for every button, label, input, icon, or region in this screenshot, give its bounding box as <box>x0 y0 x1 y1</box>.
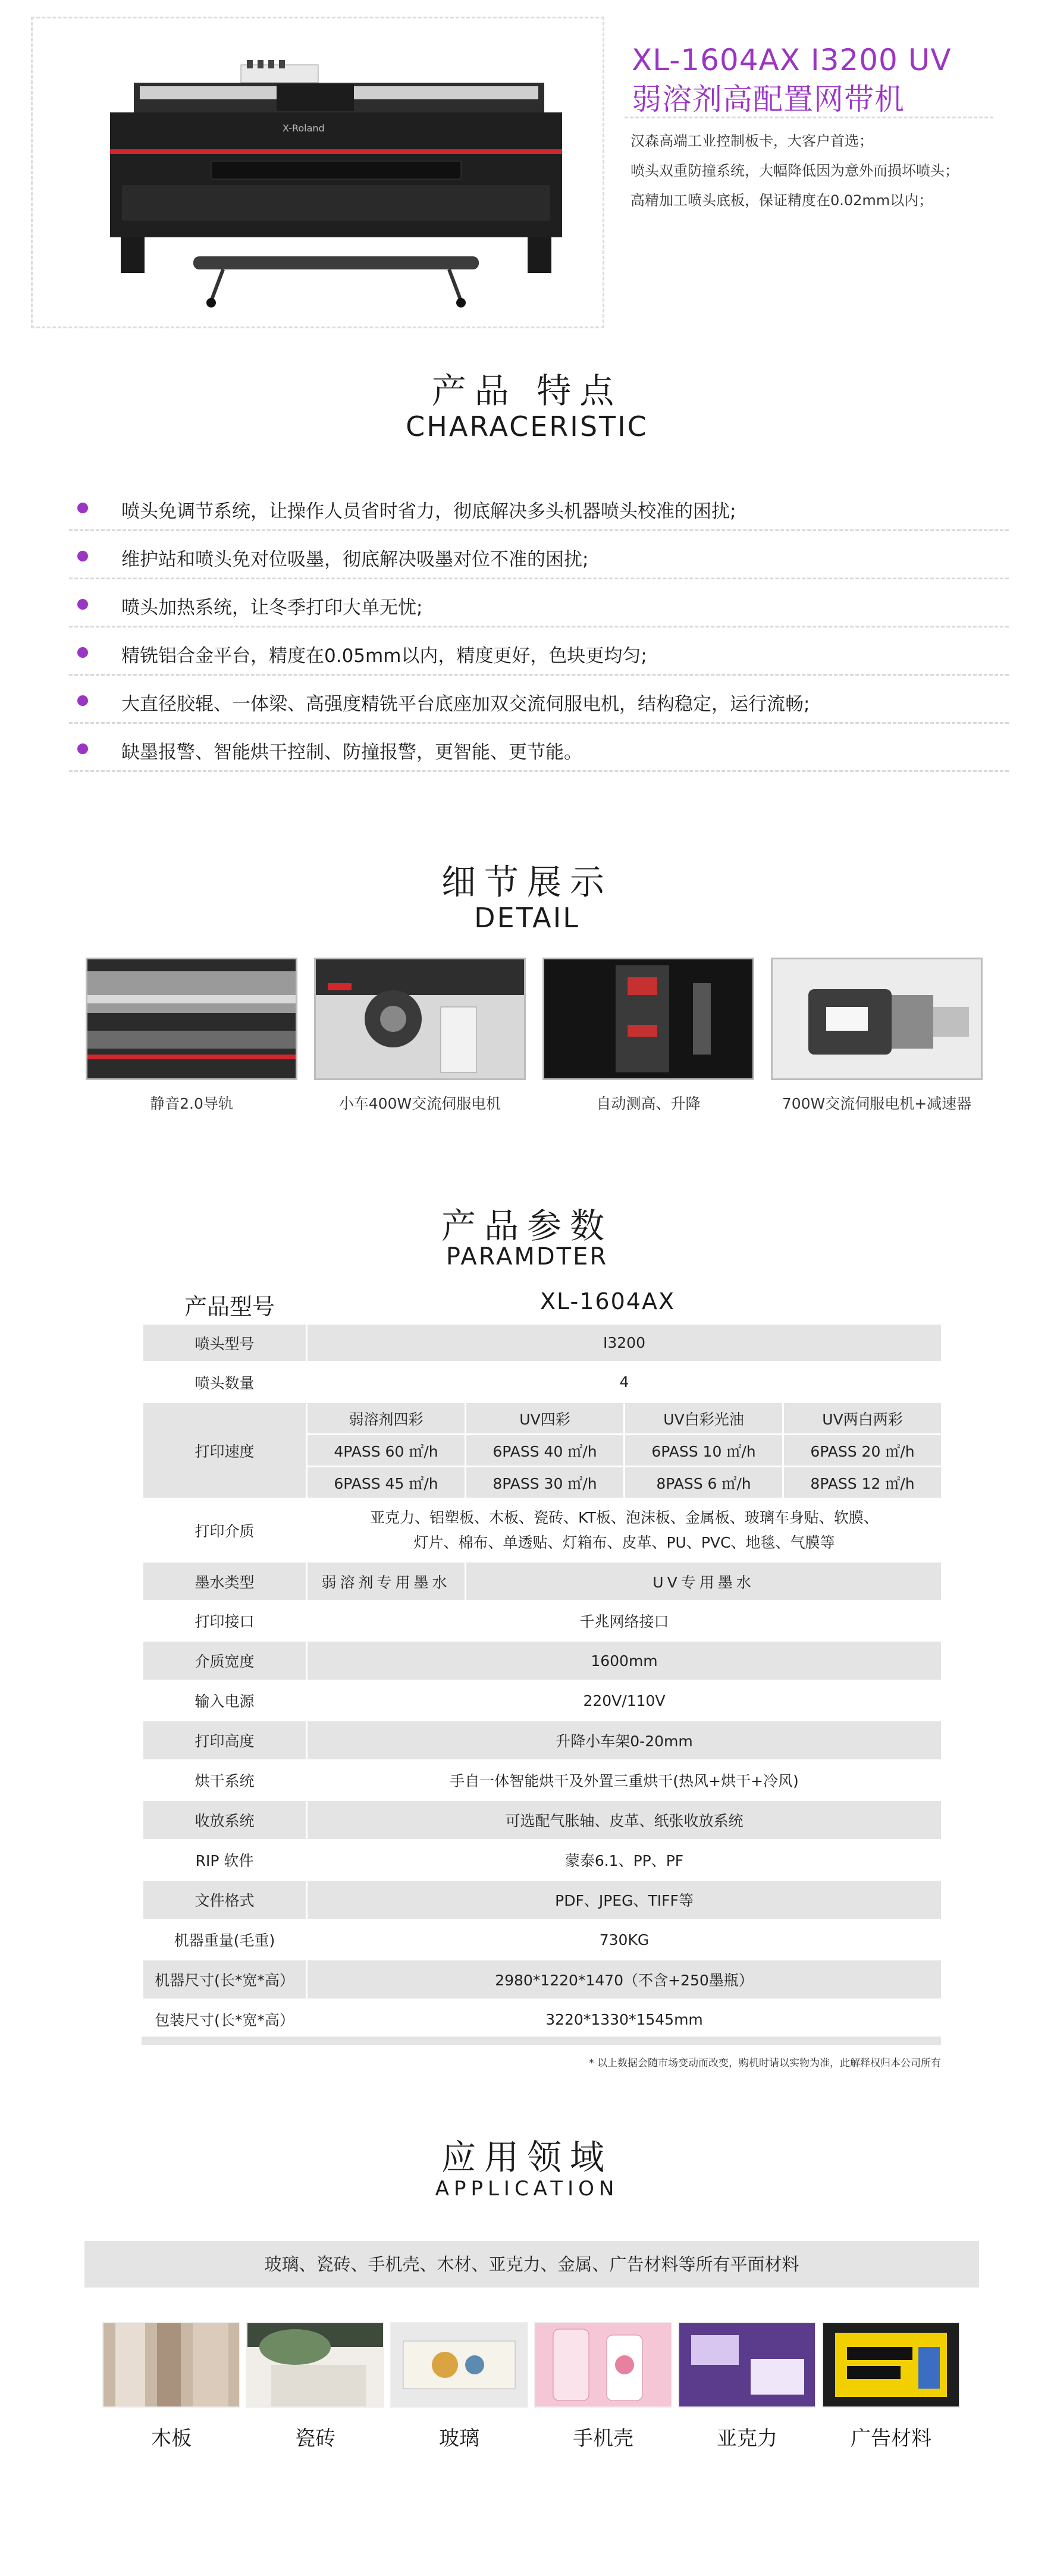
hero-feature: 喷头双重防撞系统，大幅降低因为意外而损坏喷头； <box>630 162 959 179</box>
detail-caption: 自动测高、升降 <box>596 1095 701 1112</box>
table-row <box>143 1681 942 1721</box>
application-caption: 广告材料 <box>851 2427 931 2451</box>
spec-label: 介质宽度 <box>143 1641 307 1681</box>
table-row <box>143 1402 942 1435</box>
spec-value: 升降小车架0-20mm <box>307 1721 942 1761</box>
list-item <box>69 676 1009 724</box>
glass-photo <box>390 2322 528 2408</box>
hero-image-frame <box>31 17 604 328</box>
hero-feature: 汉森高端工业控制板卡，大客户首选； <box>630 133 873 149</box>
product-title <box>632 40 952 119</box>
spec-table <box>142 1323 943 2040</box>
params-title: 产品参数 <box>441 1206 613 1246</box>
footnote: * 以上数据会随市场变动而改变，购机时请以实物为准，此解释权归本公司所有 <box>589 2057 941 2069</box>
list-item <box>69 627 1009 676</box>
spec-label: 墨水类型 <box>143 1562 307 1601</box>
speed-value: 6PASS 20 ㎡/h <box>783 1435 942 1467</box>
spec-label: 喷头型号 <box>143 1324 307 1362</box>
table-row <box>143 1499 942 1562</box>
spec-label: 机器尺寸(长*宽*高） <box>143 1960 307 2000</box>
spec-label: 打印接口 <box>143 1601 307 1641</box>
speed-header: UV四彩 <box>466 1402 625 1435</box>
bullet-icon <box>77 695 88 706</box>
application-caption: 手机壳 <box>573 2427 633 2451</box>
bullet-icon <box>77 647 88 658</box>
table-row <box>143 1562 942 1601</box>
spec-label: 打印速度 <box>143 1402 307 1499</box>
characteristic-text: 精铣铝合金平台，精度在0.05mm以内，精度更好，色块更均匀; <box>121 645 647 667</box>
table-row <box>143 1800 942 1840</box>
spec-label: 打印介质 <box>143 1499 307 1562</box>
application-caption: 亚克力 <box>717 2427 777 2451</box>
detail-caption: 小车400W交流伺服电机 <box>338 1095 501 1112</box>
application-band: 玻璃、瓷砖、手机壳、木材、亚克力、金属、广告材料等所有平面材料 <box>84 2241 979 2288</box>
table-row <box>143 1840 942 1880</box>
spec-value: 蒙泰6.1、PP、PF <box>307 1840 942 1880</box>
application-title: 应用领域 <box>441 2137 613 2177</box>
list-item <box>69 579 1009 627</box>
bullet-icon <box>77 551 88 561</box>
speed-value: 6PASS 45 ㎡/h <box>307 1467 466 1499</box>
spec-value: 弱溶剂专用墨水 <box>307 1562 466 1601</box>
spec-value: 3220*1330*1545mm <box>307 2000 942 2040</box>
printer-image <box>104 60 568 310</box>
table-row <box>143 1601 942 1641</box>
table-row <box>143 1641 942 1681</box>
tile-photo <box>246 2322 384 2408</box>
spec-value: 730KG <box>307 1920 942 1960</box>
spec-label: 包装尺寸(长*宽*高） <box>143 2000 307 2040</box>
guide-rail-photo <box>86 958 297 1080</box>
spec-label: 烘干系统 <box>143 1761 307 1800</box>
spec-value: 可选配气胀轴、皮革、纸张收放系统 <box>307 1800 942 1840</box>
speed-header: UV两白两彩 <box>783 1402 942 1435</box>
spec-value: 千兆网络接口 <box>307 1601 942 1641</box>
hero-feature-list <box>630 126 1011 215</box>
spec-value: 2980*1220*1470（不含+250墨瓶） <box>307 1960 942 2000</box>
bullet-icon <box>77 599 88 610</box>
spec-value: I3200 <box>307 1324 942 1362</box>
spec-label: 文件格式 <box>143 1880 307 1920</box>
list-item <box>69 483 1009 531</box>
phone-case-photo <box>534 2322 672 2408</box>
table-row <box>143 1960 942 2000</box>
characteristic-text: 缺墨报警、智能烘干控制、防撞报警，更智能、更节能。 <box>121 742 582 763</box>
spec-label: 喷头数量 <box>143 1362 307 1402</box>
table-row <box>143 1721 942 1761</box>
spec-label: 收放系统 <box>143 1800 307 1840</box>
spec-value: 手自一体智能烘干及外置三重烘干(热风+烘干+冷风) <box>307 1761 942 1800</box>
servo-reducer-photo <box>771 958 983 1080</box>
spec-label: 机器重量(毛重) <box>143 1920 307 1960</box>
speed-header: 弱溶剂四彩 <box>307 1402 466 1435</box>
spec-value: PDF、JPEG、TIFF等 <box>307 1880 942 1920</box>
characteristic-subtitle: CHARACERISTIC <box>406 410 648 443</box>
spec-value: 220V/110V <box>307 1681 942 1721</box>
auto-height-photo <box>542 958 754 1080</box>
speed-value: 8PASS 12 ㎡/h <box>783 1467 942 1499</box>
detail-subtitle: DETAIL <box>474 902 580 934</box>
characteristic-text: 维护站和喷头免对位吸墨，彻底解决吸墨对位不准的困扰; <box>121 549 589 570</box>
speed-header: UV白彩光油 <box>625 1402 783 1435</box>
model-value: XL-1604AX <box>540 1288 675 1314</box>
table-row <box>143 1324 942 1362</box>
characteristic-title: 产品 特点 <box>431 371 623 411</box>
application-caption: 瓷砖 <box>295 2427 335 2451</box>
speed-value: 6PASS 10 ㎡/h <box>625 1435 783 1467</box>
advertising-material-photo <box>822 2322 960 2408</box>
table-row <box>143 1362 942 1402</box>
bullet-icon <box>77 743 88 754</box>
bullet-icon <box>77 503 88 513</box>
detail-caption: 700W交流伺服电机+减速器 <box>782 1095 972 1112</box>
wood-board-photo <box>102 2322 240 2408</box>
model-row <box>142 1284 941 1320</box>
spec-label: RIP 软件 <box>143 1840 307 1880</box>
carriage-servo-photo <box>314 958 526 1080</box>
speed-value: 8PASS 6 ㎡/h <box>625 1467 783 1499</box>
list-item <box>69 724 1009 772</box>
spec-label: 输入电源 <box>143 1681 307 1721</box>
characteristic-text: 喷头加热系统，让冬季打印大单无忧; <box>121 597 423 619</box>
table-row <box>143 1761 942 1800</box>
application-subtitle: APPLICATION <box>435 2177 619 2201</box>
model-label: 产品型号 <box>184 1294 275 1320</box>
table-row <box>143 1920 942 1960</box>
table-bottom-bar <box>142 2037 941 2045</box>
speed-value: 4PASS 60 ㎡/h <box>307 1435 466 1467</box>
table-row <box>143 2000 942 2040</box>
spec-value: 1600mm <box>307 1641 942 1681</box>
application-caption: 木板 <box>151 2427 192 2451</box>
params-subtitle: PARAMDTER <box>446 1243 608 1270</box>
spec-label: 打印高度 <box>143 1721 307 1761</box>
spec-value: UV专用墨水 <box>466 1562 942 1601</box>
product-title-line1: XL-1604AX I3200 UV <box>632 43 952 77</box>
speed-value: 6PASS 40 ㎡/h <box>466 1435 625 1467</box>
table-row <box>143 1880 942 1920</box>
characteristic-text: 大直径胶辊、一体梁、高强度精铣平台底座加双交流伺服电机，结构稳定，运行流畅; <box>121 694 810 715</box>
media-line: 亚克力、铝塑板、木板、瓷砖、KT板、泡沫板、金属板、玻璃车身贴、软膜、 <box>370 1508 879 1526</box>
characteristic-text: 喷头免调节系统，让操作人员省时省力，彻底解决多头机器喷头校准的困扰; <box>121 501 736 522</box>
speed-value: 8PASS 30 ㎡/h <box>466 1467 625 1499</box>
application-caption: 玻璃 <box>439 2427 479 2451</box>
hero-feature: 高精加工喷头底板，保证精度在0.02mm以内； <box>630 192 933 209</box>
machine-brand-label: X-Roland <box>283 123 325 134</box>
media-line: 灯片、棉布、单透贴、灯箱布、皮革、PU、PVC、地毯、气膜等 <box>413 1533 835 1551</box>
list-item <box>69 531 1009 579</box>
spec-value <box>307 1499 942 1562</box>
characteristic-list <box>69 483 1009 772</box>
detail-caption: 静音2.0导轨 <box>150 1095 233 1112</box>
hero-divider <box>625 117 993 118</box>
detail-title: 细节展示 <box>441 862 613 902</box>
spec-value: 4 <box>307 1362 942 1402</box>
acrylic-photo <box>678 2322 816 2408</box>
product-title-line2: 弱溶剂高配置网带机 <box>632 82 905 117</box>
